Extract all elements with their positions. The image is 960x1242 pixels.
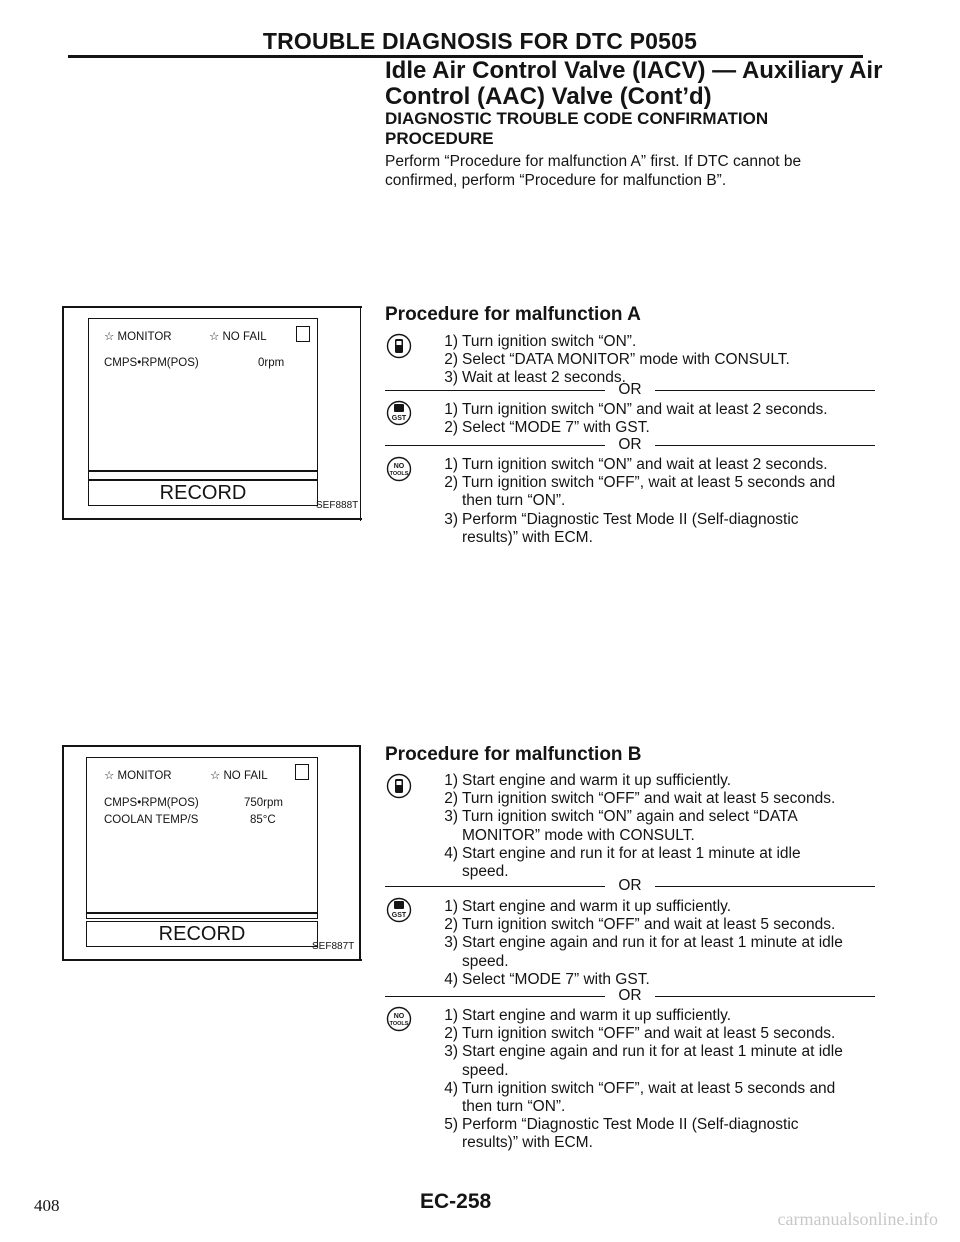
no-tools-icon [386,1006,412,1032]
step-number: 2) [444,351,458,369]
section-title [385,58,885,110]
screen-b-frame-bottom [62,959,362,961]
screen-a-row1-label: CMPS•RPM(POS) [104,357,199,369]
step-text: Start engine again and run it for at least 1 minute at idle [462,934,843,952]
procedure-step [444,934,912,952]
step-text: Start engine again and run it for at least 1 minute at idle [462,1043,843,1061]
page-code: EC-258 [420,1190,492,1213]
no-tools-icon-label-1: NO [393,1013,405,1020]
step-number: 4) [444,970,458,988]
step-number: 3) [444,510,458,528]
step-number: 2) [444,474,458,492]
procedure-step [444,456,912,474]
screen-b-row1-value: 750rpm [244,797,283,809]
screen-a-frame-top [62,306,362,308]
screen-a-frame-left [62,306,64,519]
screen-a-display-rule [88,470,318,472]
subtitle-line-1: DIAGNOSTIC TROUBLE CODE CONFIRMATION [385,109,769,128]
gst-tool-icon [386,897,412,923]
procedure-step [462,953,912,971]
step-text: MONITOR” mode with CONSULT. [462,826,695,844]
screen-b-ref-code: SEF887T [312,941,355,952]
step-number: 2) [444,419,458,437]
step-number: 1) [444,898,458,915]
consult-tool-icon [386,773,412,799]
screen-b-record-button[interactable]: RECORD [86,921,318,947]
screen-b-frame-right [359,745,361,960]
step-number: 4) [444,1079,458,1097]
procedure-step [444,474,912,492]
watermark: carmanualsonline.info [777,1209,938,1229]
no-tools-icon [386,456,412,482]
procedure-step [444,790,912,808]
gst-icon-label: GST [391,415,407,422]
step-text: results)” with ECM. [462,1134,593,1152]
step-text: then turn “ON”. [462,492,566,510]
procedure-step [444,844,912,863]
step-text: Turn ignition switch “OFF” and wait at least 5 seconds. [462,916,836,934]
screen-b-frame-top [62,745,360,747]
subtitle-line-2: PROCEDURE [385,129,494,148]
intro-paragraph [385,152,875,190]
or-label: OR [618,381,642,398]
step-number: 3) [444,934,458,952]
step-text: Select “DATA MONITOR” mode with CONSULT. [462,351,790,369]
step-text: Start engine and warm it up sufficiently. [462,1007,732,1024]
step-text: Start engine and warm it up sufficiently. [462,898,732,915]
screen-b-row1-label: CMPS•RPM(POS) [104,797,199,809]
screen-a-frame-bottom [62,518,362,520]
step-number: 3) [444,369,458,387]
step-number: 2) [444,1025,458,1043]
or-label: OR [618,436,642,453]
proc-a-or-divider-1 [385,381,875,399]
screen-a-row1-value: 0rpm [258,357,285,369]
consult-tool-icon [386,333,412,359]
step-text: results)” with ECM. [462,528,593,546]
procedure-step [462,1098,912,1116]
step-number: 1) [444,401,458,418]
screen-b-frame-left [62,745,64,960]
step-number: 5) [444,1116,458,1134]
procedure-step [444,1025,912,1043]
procedure-step [462,827,912,845]
step-number: 3) [444,808,458,826]
gst-icon-label: GST [391,912,407,919]
step-text: Turn ignition switch “OFF” and wait at least 5 seconds. [462,790,836,808]
or-label: OR [618,877,642,894]
procedure-step [444,351,912,369]
proc-b-or-divider-2 [385,987,875,1005]
procedure-step [444,333,912,351]
step-text: Select “MODE 7” with GST. [462,970,650,988]
proc-a-or-divider-2 [385,436,875,454]
step-text: Perform “Diagnostic Test Mode II (Self-diagnostic [462,1116,799,1134]
step-text: Wait at least 2 seconds. [462,369,626,387]
step-text: Turn ignition switch “ON” and wait at least 2 seconds. [462,456,828,473]
step-text: speed. [462,863,509,880]
step-text: Select “MODE 7” with GST. [462,419,650,437]
screen-a-nofail-label: ☆ NO FAIL [209,331,267,343]
screen-b-display-rule [86,912,318,914]
procedure-step [444,510,912,529]
step-number: 1) [444,772,458,789]
step-number: 4) [444,844,458,862]
step-number: 1) [444,333,458,350]
no-tools-icon-label-2: TOOLS [389,471,409,477]
step-text: Turn ignition switch “OFF” and wait at least 5 seconds. [462,1025,836,1043]
step-number: 1) [444,456,458,473]
screen-a-ref-code: SEF888T [316,500,359,511]
proc-b-or-divider-1 [385,877,875,895]
procedure-step [444,772,912,790]
step-text: speed. [462,1061,509,1079]
screen-b-row2-value: 85°C [250,814,276,826]
step-number: 3) [444,1043,458,1061]
intro-line-1: Perform “Procedure for malfunction A” first. If DTC cannot be [385,153,802,170]
step-number: 2) [444,916,458,934]
procedure-step [462,1134,912,1152]
step-text: speed. [462,952,509,970]
step-text: Turn ignition switch “OFF”, wait at least 5 seconds and [462,474,836,492]
screen-b-monitor-label: ☆ MONITOR [104,770,172,782]
screen-b-row2-label: COOLAN TEMP/S [104,814,199,826]
step-text: then turn “ON”. [462,1098,566,1115]
procedure-step [444,1079,912,1098]
procedure-step [444,808,912,826]
procedure-step [444,898,912,916]
screen-b-nofail-label: ☆ NO FAIL [210,770,268,782]
or-label: OR [618,987,642,1004]
procedure-step [444,1116,912,1134]
procedure-step [462,529,912,547]
page-header-title: TROUBLE DIAGNOSIS FOR DTC P0505 [262,28,698,54]
no-tools-icon-label-2: TOOLS [389,1021,409,1027]
step-number: 2) [444,790,458,808]
page-number: 408 [34,1196,60,1215]
step-number: 1) [444,1007,458,1024]
gst-tool-icon [386,400,412,426]
proc-a-title: Procedure for malfunction A [385,304,641,325]
subtitle [385,109,865,149]
procedure-step [462,492,912,510]
procedure-step [444,916,912,934]
screen-a-checkbox[interactable] [296,326,310,342]
step-text: Turn ignition switch “ON”. [462,333,637,350]
screen-a-record-button[interactable]: RECORD [88,480,318,506]
step-text: Turn ignition switch “ON” again and select “DATA [462,808,798,826]
step-text: Start engine and warm it up sufficiently. [462,772,732,789]
procedure-step [444,1043,912,1061]
no-tools-icon-label-1: NO [393,463,405,470]
screen-a-monitor-label: ☆ MONITOR [104,331,172,343]
section-title-line-2: Control (AAC) Valve (Cont’d) [385,83,712,110]
procedure-step [444,401,912,419]
proc-b-title: Procedure for malfunction B [385,744,642,765]
step-text: Start engine and run it for at least 1 minute at idle [462,844,801,862]
procedure-step [444,419,912,437]
step-text: Turn ignition switch “OFF”, wait at least 5 seconds and [462,1079,836,1097]
screen-b-checkbox[interactable] [295,764,309,780]
section-title-line-1: Idle Air Control Valve (IACV) — Auxiliary Air [385,57,883,84]
step-text: Perform “Diagnostic Test Mode II (Self-diagnostic [462,510,799,528]
intro-line-2: confirmed, perform “Procedure for malfunction B”. [385,172,727,189]
step-text: Turn ignition switch “ON” and wait at least 2 seconds. [462,401,828,418]
procedure-step [462,1062,912,1080]
procedure-step [444,1007,912,1025]
